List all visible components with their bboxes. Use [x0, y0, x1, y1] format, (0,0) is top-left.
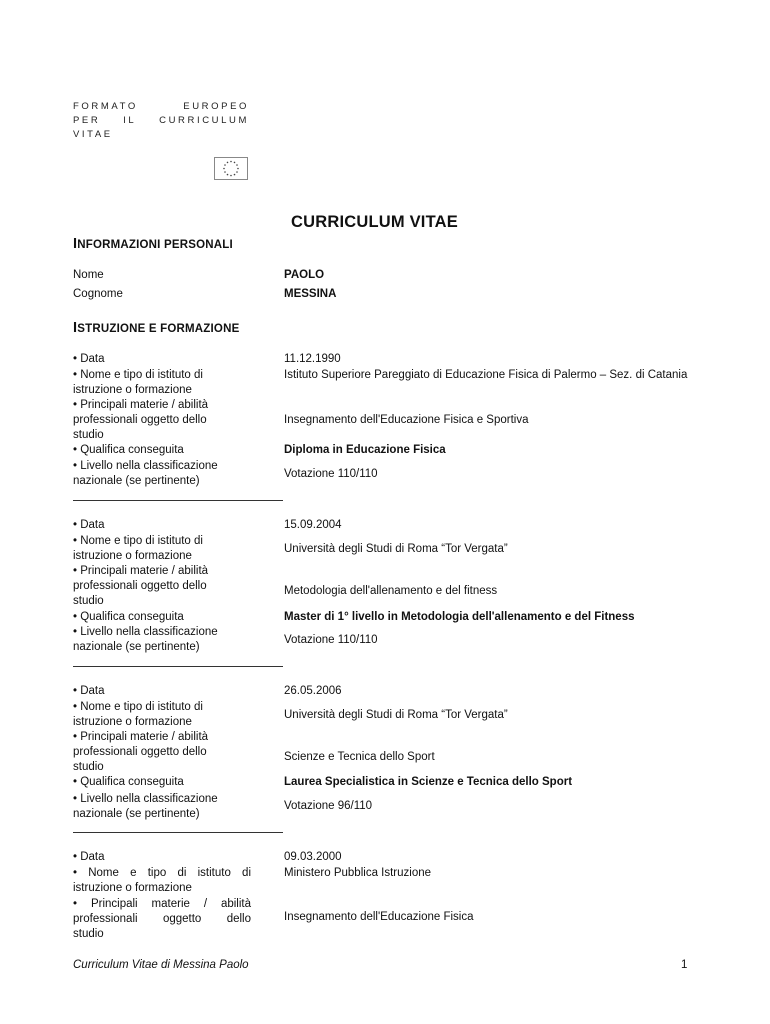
level-value: Votazione 96/110: [284, 800, 373, 812]
label-line: • Principali materie / abilità: [73, 898, 251, 910]
heading-text: STRUZIONE E: [77, 323, 161, 335]
date-label: • Data: [73, 519, 105, 531]
label-line: istruzione o formazione: [73, 716, 192, 728]
header-word: FORMATO: [73, 101, 138, 112]
label-line: professionali oggetto dello: [73, 580, 207, 592]
header-word: EUROPEO: [183, 101, 249, 112]
entry-separator: [73, 500, 283, 501]
qualification-label: • Qualifica conseguita: [73, 611, 184, 623]
label-line: • Principali materie / abilità: [73, 399, 209, 411]
level-value: Votazione 110/110: [284, 634, 378, 646]
header-line-1: [73, 100, 249, 114]
qualification-value: Master di 1° livello in Metodologia dell'allenamento e del Fitness: [284, 611, 635, 623]
entry-separator: [73, 832, 283, 833]
qualification-value: Laurea Specialistica in Scienze e Tecnica dello Sport: [284, 776, 573, 788]
name-label: Nome: [73, 269, 104, 281]
subjects-value: Insegnamento dell'Educazione Fisica: [284, 911, 474, 923]
header-word: CURRICULUM: [159, 115, 249, 126]
eu-flag-icon: [214, 157, 248, 180]
label-line: studio: [73, 761, 104, 773]
label-line: nazionale (se pertinente): [73, 808, 200, 820]
heading-text: FORMAZIONE: [160, 323, 240, 335]
label-line: • Livello nella classificazione: [73, 460, 218, 472]
label-line: professionali oggetto dello: [73, 414, 207, 426]
entry-separator: [73, 666, 283, 667]
qualification-label: • Qualifica conseguita: [73, 444, 184, 456]
label-line: nazionale (se pertinente): [73, 641, 200, 653]
qualification-value: Diploma in Educazione Fisica: [284, 444, 446, 456]
qualification-label: • Qualifica conseguita: [73, 776, 184, 788]
heading-initial: I: [73, 320, 78, 336]
subjects-value: Insegnamento dell'Educazione Fisica e Sportiva: [284, 414, 529, 426]
page-number: 1: [681, 959, 688, 971]
institute-label: [73, 866, 251, 896]
institute-label: [73, 700, 258, 730]
surname-value: MESSINA: [284, 288, 337, 300]
label-line: nazionale (se pertinente): [73, 475, 200, 487]
heading-text: NFORMAZIONI PERSONALI: [77, 239, 233, 251]
subjects-value: Scienze e Tecnica dello Sport: [284, 751, 435, 763]
date-value: 26.05.2006: [284, 685, 342, 697]
label-line: professionali oggetto dello: [73, 746, 207, 758]
level-value: Votazione 110/110: [284, 468, 378, 480]
label-line: istruzione o formazione: [73, 882, 192, 894]
institute-value: Università degli Studi di Roma “Tor Vergata”: [284, 543, 508, 555]
subjects-label: [73, 564, 258, 609]
date-label: • Data: [73, 851, 105, 863]
date-label: • Data: [73, 353, 105, 365]
header-line-3: [73, 128, 249, 142]
subjects-label: [73, 730, 258, 775]
section-heading-education: [73, 320, 239, 336]
label-line: • Principali materie / abilità: [73, 731, 209, 743]
label-line: • Livello nella classificazione: [73, 793, 218, 805]
header-word: VITAE: [73, 129, 113, 140]
subjects-value: Metodologia dell'allenamento e del fitness: [284, 585, 498, 597]
label-line: professionali oggetto dello: [73, 913, 251, 925]
date-value: 15.09.2004: [284, 519, 342, 531]
label-line: studio: [73, 429, 104, 441]
surname-label: Cognome: [73, 288, 123, 300]
date-label: • Data: [73, 685, 105, 697]
level-label: [73, 459, 258, 489]
header-word: PER: [73, 115, 101, 126]
institute-label: [73, 368, 258, 398]
level-label: [73, 792, 258, 822]
institute-value: Università degli Studi di Roma “Tor Vergata”: [284, 709, 508, 721]
page-title: CURRICULUM VITAE: [291, 213, 458, 231]
institute-value: Istituto Superiore Pareggiato di Educazione Fisica di Palermo – Sez. di Catania: [284, 369, 688, 381]
label-line: studio: [73, 928, 104, 940]
date-value: 11.12.1990: [284, 353, 341, 365]
heading-initial: I: [73, 236, 78, 252]
date-value: 09.03.2000: [284, 851, 342, 863]
label-line: • Principali materie / abilità: [73, 565, 209, 577]
section-heading-personal: [73, 236, 233, 252]
label-line: • Nome e tipo di istituto di: [73, 867, 251, 879]
label-line: istruzione o formazione: [73, 550, 192, 562]
label-line: studio: [73, 595, 104, 607]
label-line: • Nome e tipo di istituto di: [73, 535, 203, 547]
institute-value: Ministero Pubblica Istruzione: [284, 867, 432, 879]
subjects-label: [73, 398, 258, 443]
name-value: PAOLO: [284, 269, 325, 281]
label-line: • Livello nella classificazione: [73, 626, 218, 638]
label-line: • Nome e tipo di istituto di: [73, 369, 203, 381]
level-label: [73, 625, 258, 655]
label-line: • Nome e tipo di istituto di: [73, 701, 203, 713]
footer-text: Curriculum Vitae di Messina Paolo: [73, 959, 249, 971]
institute-label: [73, 534, 258, 564]
subjects-label: [73, 897, 251, 942]
header-word: IL: [123, 115, 137, 126]
format-header: [73, 100, 249, 142]
header-line-2: [73, 114, 249, 128]
label-line: istruzione o formazione: [73, 384, 192, 396]
